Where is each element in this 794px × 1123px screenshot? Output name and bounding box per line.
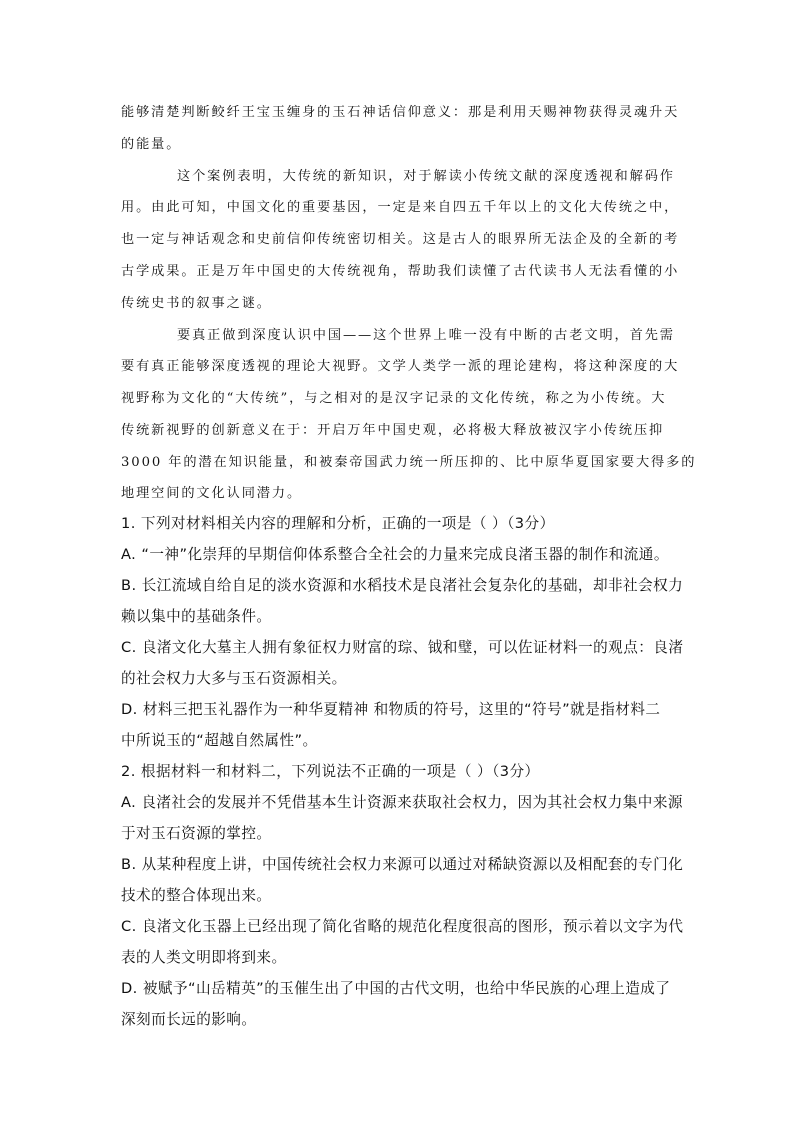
question-2-stem: 2. 根据材料一和材料二，下列说法不正确的一项是（ ）（3分） bbox=[121, 763, 540, 780]
passage-p1-line-2: 的能量。 bbox=[121, 137, 182, 152]
question-2-option-b-line-1: B. 从某种程度上讲，中国传统社会权力来源可以通过对稀缺资源以及相配套的专门化 bbox=[121, 856, 684, 873]
question-2-option-c-line-1: C. 良渚文化玉器上已经出现了简化省略的规范化程度很高的图形，预示着以文字为代 bbox=[121, 918, 684, 935]
question-1-option-d-line-1: D. 材料三把玉礼器作为一种华夏精神 和物质的符号，这里的“符号”就是指材料二 bbox=[121, 701, 661, 718]
question-2-option-b-line-2: 技术的整合体现出来。 bbox=[121, 887, 272, 904]
passage-p3-line-1: 要真正做到深度认识中国——这个世界上唯一没有中断的古老文明，首先需 bbox=[177, 328, 675, 343]
question-1-option-a: A. “一神”化崇拜的早期信仰体系整合全社会的力量来完成良渚玉器的制作和流通。 bbox=[121, 546, 669, 563]
passage-p3-line-3: 视野称为文化的“大传统”，与之相对的是汉字记录的文化传统，称之为小传统。大 bbox=[121, 391, 667, 406]
passage-p1-line-1: 能够清楚判断鲛纤王宝玉缠身的玉石神话信仰意义：那是利用天赐神物获得灵魂升天 bbox=[121, 105, 680, 120]
question-1-option-d-line-2: 中所说玉的“超越自然属性”。 bbox=[121, 732, 318, 749]
question-2-option-a-line-1: A. 良渚社会的发展并不凭借基本生计资源来获取社会权力，因为其社会权力集中来源 bbox=[121, 794, 683, 811]
passage-p3-line-6: 地理空间的文化认同潜力。 bbox=[121, 486, 303, 501]
question-1-option-b-line-2: 赖以集中的基础条件。 bbox=[121, 608, 272, 625]
question-1-option-b-line-1: B. 长江流域自给自足的淡水资源和水稻技术是良渚社会复杂化的基础，却非社会权力 bbox=[121, 577, 684, 594]
question-2-option-d-line-1: D. 被赋予“山岳精英”的玉催生出了中国的古代文明，也给中华民族的心理上造成了 bbox=[121, 980, 671, 997]
passage-p3-line-5: 3000 年的潜在知识能量，和被秦帝国武力统一所压抑的、比中原华夏国家要大得多的 bbox=[121, 455, 697, 470]
passage-p2-line-2: 用。由此可知，中国文化的重要基因，一定是来自四五千年以上的文化大传统之中， bbox=[121, 200, 680, 215]
question-2-option-d-line-2: 深刻而长远的影响。 bbox=[121, 1011, 257, 1028]
question-2-option-c-line-2: 表的人类文明即将到来。 bbox=[121, 949, 287, 966]
passage-p3-line-2: 要有真正能够深度透视的理论大视野。文学人类学一派的理论建构，将这种深度的大 bbox=[121, 359, 680, 374]
passage-p2-line-1: 这个案例表明，大传统的新知识，对于解读小传统文献的深度透视和解码作 bbox=[177, 169, 675, 184]
passage-p2-line-4: 古学成果。正是万年中国史的大传统视角，帮助我们读懂了古代读书人无法看懂的小 bbox=[121, 264, 680, 279]
question-2-option-a-line-2: 于对玉石资源的掌控。 bbox=[121, 825, 272, 842]
passage-p3-line-4: 传统新视野的创新意义在于：开启万年中国史观，必将极大释放被汉字小传统压抑 bbox=[121, 423, 665, 438]
question-1-stem: 1. 下列对材料相关内容的理解和分析，正确的一项是（ ）（3分） bbox=[121, 515, 555, 532]
passage-p2-line-5: 传统史书的叙事之谜。 bbox=[121, 296, 272, 311]
question-1-option-c-line-1: C. 良渚文化大墓主人拥有象征权力财富的琮、钺和璧，可以佐证材料一的观点：良渚 bbox=[121, 639, 684, 656]
question-1-option-c-line-2: 的社会权力大多与玉石资源相关。 bbox=[121, 670, 347, 687]
passage-p2-line-3: 也一定与神话观念和史前信仰传统密切相关。这是古人的眼界所无法企及的全新的考 bbox=[121, 232, 680, 247]
